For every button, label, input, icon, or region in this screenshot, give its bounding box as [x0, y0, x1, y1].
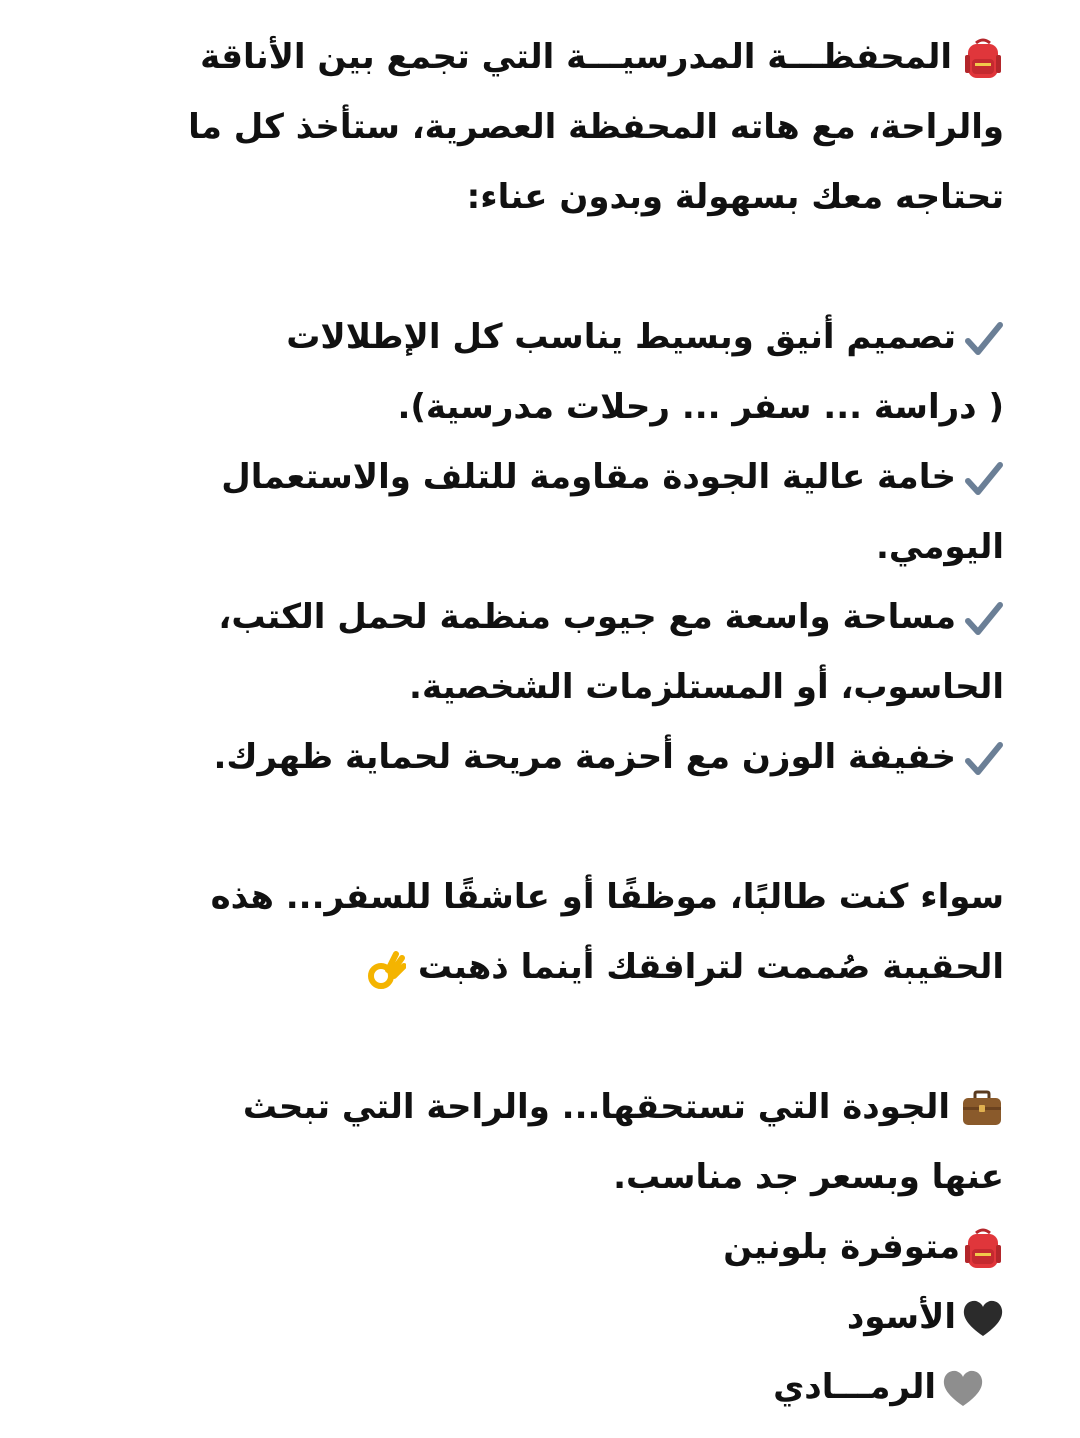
quality-line-1 [204, 1072, 1004, 1142]
feature-2-cont [204, 512, 1004, 582]
intro-text-1: المحفظـــة المدرسيـــة التي تجمع بين الأناقة [200, 37, 952, 77]
check-mark-icon [964, 599, 1004, 639]
spacer [204, 232, 1004, 302]
colors-heading [204, 1212, 1004, 1282]
check-mark-icon [964, 319, 1004, 359]
feature-1-text-cont: ( دراسة ... سفر ... رحلات مدرسية). [397, 387, 1004, 427]
feature-1-cont [204, 372, 1004, 442]
ok-hand-icon [366, 948, 406, 990]
quality-line-2 [204, 1142, 1004, 1212]
intro-line-2 [188, 92, 1004, 162]
color-grey-text: الرمـــادي [773, 1367, 936, 1407]
feature-2-text: خامة عالية الجودة مقاومة للتلف والاستعمال [221, 457, 956, 497]
briefcase-icon [960, 1089, 1004, 1129]
intro-line-1 [200, 22, 1004, 92]
black-heart-icon [962, 1299, 1004, 1339]
check-mark-icon [964, 739, 1004, 779]
audience-text-2: الحقيبة صُممت لترافقك أينما ذهبت [417, 947, 1004, 987]
feature-1 [204, 302, 1004, 372]
color-black [204, 1282, 1004, 1352]
product-description [188, 22, 1004, 1422]
quality-text-2: عنها وبسعر جد مناسب. [613, 1157, 1004, 1197]
feature-3-cont [204, 652, 1004, 722]
audience-text-1: سواء كنت طالبًا، موظفًا أو عاشقًا للسفر... هذه [210, 877, 1004, 917]
feature-2-text-cont: اليومي. [876, 527, 1004, 567]
color-black-text: الأسود [846, 1297, 956, 1337]
quality-text-1: الجودة التي تستحقها... والراحة التي تبحث [242, 1087, 950, 1127]
feature-3 [204, 582, 1004, 652]
backpack-icon [962, 1227, 1004, 1271]
feature-3-text-cont: الحاسوب، أو المستلزمات الشخصية. [409, 667, 1004, 707]
feature-4 [204, 722, 1004, 792]
feature-3-text: مساحة واسعة مع جيوب منظمة لحمل الكتب، [218, 597, 956, 637]
colors-heading-text: متوفرة بلونين [723, 1227, 960, 1267]
audience-line-2 [204, 932, 1004, 1002]
intro-text-2: والراحة، مع هاته المحفظة العصرية، ستأخذ كل ما [188, 107, 1004, 147]
intro-text-3: تحتاجه معك بسهولة وبدون عناء: [466, 177, 1004, 217]
grey-heart-icon [942, 1369, 984, 1409]
audience-line-1 [204, 862, 1004, 932]
check-mark-icon [964, 459, 1004, 499]
feature-4-text: خفيفة الوزن مع أحزمة مريحة لحماية ظهرك. [213, 737, 956, 777]
spacer [204, 792, 1004, 862]
feature-2 [204, 442, 1004, 512]
spacer [204, 1002, 1004, 1072]
color-grey [204, 1352, 1004, 1422]
intro-line-3 [204, 162, 1004, 232]
feature-1-text: تصميم أنيق وبسيط يناسب كل الإطلالات [286, 317, 956, 357]
backpack-icon [962, 37, 1004, 81]
